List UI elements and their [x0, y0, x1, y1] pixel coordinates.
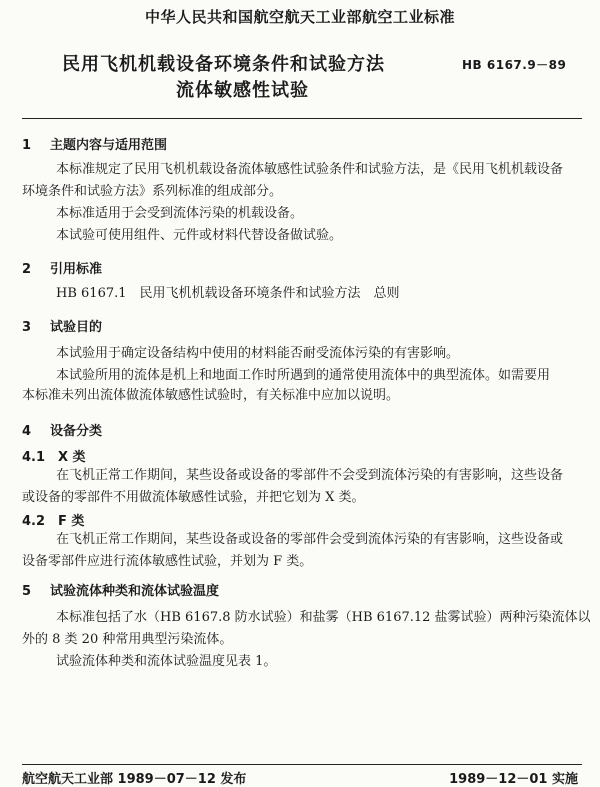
section-3-number: 3: [22, 320, 32, 335]
section-4-2-number: 4.2: [22, 514, 46, 529]
section-4-number: 4: [22, 424, 32, 439]
document-title-line2: 流体敏感性试验: [176, 80, 309, 101]
section-4-title: 设备分类: [50, 424, 103, 439]
section-4-1-para-line1: 在飞机正常工作期间，某些设备或设备的零部件不会受到流体污染的有害影响，这些设备: [56, 468, 564, 483]
section-2-heading: [22, 258, 102, 277]
section-1-para3: 本试验可使用组件、元件或材料代替设备做试验。: [56, 228, 343, 243]
section-1-para2: 本标准适用于会受到流体污染的机载设备。: [56, 206, 304, 221]
section-4-1-para-line2: 或设备的零部件不用做流体敏感性试验，并把它划为 X 类。: [22, 490, 365, 505]
section-2-number: 2: [22, 262, 32, 277]
section-4-heading: [22, 420, 102, 439]
section-5-title: 试验流体种类和流体试验温度: [50, 584, 220, 599]
standard-body-heading: 中华人民共和国航空航天工业部航空工业标准: [144, 8, 455, 26]
section-1-para1-line1: 本标准规定了民用飞机机载设备流体敏感性试验条件和试验方法，是《民用飞机机载设备: [56, 162, 564, 177]
section-3-heading: [22, 316, 102, 335]
section-4-2-para-line1: 在飞机正常工作期间，某些设备或设备的零部件会受到流体污染的有害影响，这些设备或: [56, 532, 564, 547]
section-4-1-title: X 类: [58, 450, 86, 465]
section-4-2-title: F 类: [58, 514, 85, 529]
issue-date: 航空航天工业部 1989－07－12 发布: [22, 772, 247, 787]
section-1-title: 主题内容与适用范围: [50, 138, 168, 153]
section-4-1-number: 4.1: [22, 450, 46, 465]
footer-divider: [22, 764, 582, 765]
section-4-1-heading: [22, 446, 86, 465]
section-5-para1-line2: 外的 8 类 20 种常用典型污染流体。: [22, 632, 233, 647]
section-5-para1-line1: 本标准包括了水（HB 6167.8 防水试验）和盐雾（HB 6167.12 盐雾试验）两种污染流体以: [56, 610, 591, 625]
section-1-heading: [22, 134, 167, 153]
section-4-2-para-line2: 设备零部件应进行流体敏感性试验，并划为 F 类。: [22, 554, 313, 569]
header-divider: [22, 118, 582, 119]
section-5-number: 5: [22, 584, 32, 599]
section-5-para2: 试验流体种类和流体试验温度见表 1。: [56, 654, 277, 669]
section-5-heading: [22, 580, 219, 599]
document-title-line1: 民用飞机机载设备环境条件和试验方法: [62, 54, 385, 75]
section-2-reference: HB 6167.1 民用飞机机载设备环境条件和试验方法 总则: [56, 286, 400, 301]
section-3-para2-line2: 本标准未列出流体做流体敏感性试验时，有关标准中应加以说明。: [22, 388, 400, 403]
section-3-para1: 本试验用于确定设备结构中使用的材料能否耐受流体污染的有害影响。: [56, 346, 460, 361]
section-3-title: 试验目的: [50, 320, 103, 335]
effective-date: 1989－12－01 实施: [449, 772, 578, 787]
section-3-para2-line1: 本试验所用的流体是机上和地面工作时所遇到的通常使用流体中的典型流体。如需要用: [56, 368, 551, 383]
standard-number: HB 6167.9－89: [462, 58, 567, 72]
section-2-title: 引用标准: [50, 262, 103, 277]
section-1-para1-line2: 环境条件和试验方法》系列标准的组成部分。: [22, 184, 283, 199]
section-1-number: 1: [22, 138, 32, 153]
section-4-2-heading: [22, 510, 84, 529]
